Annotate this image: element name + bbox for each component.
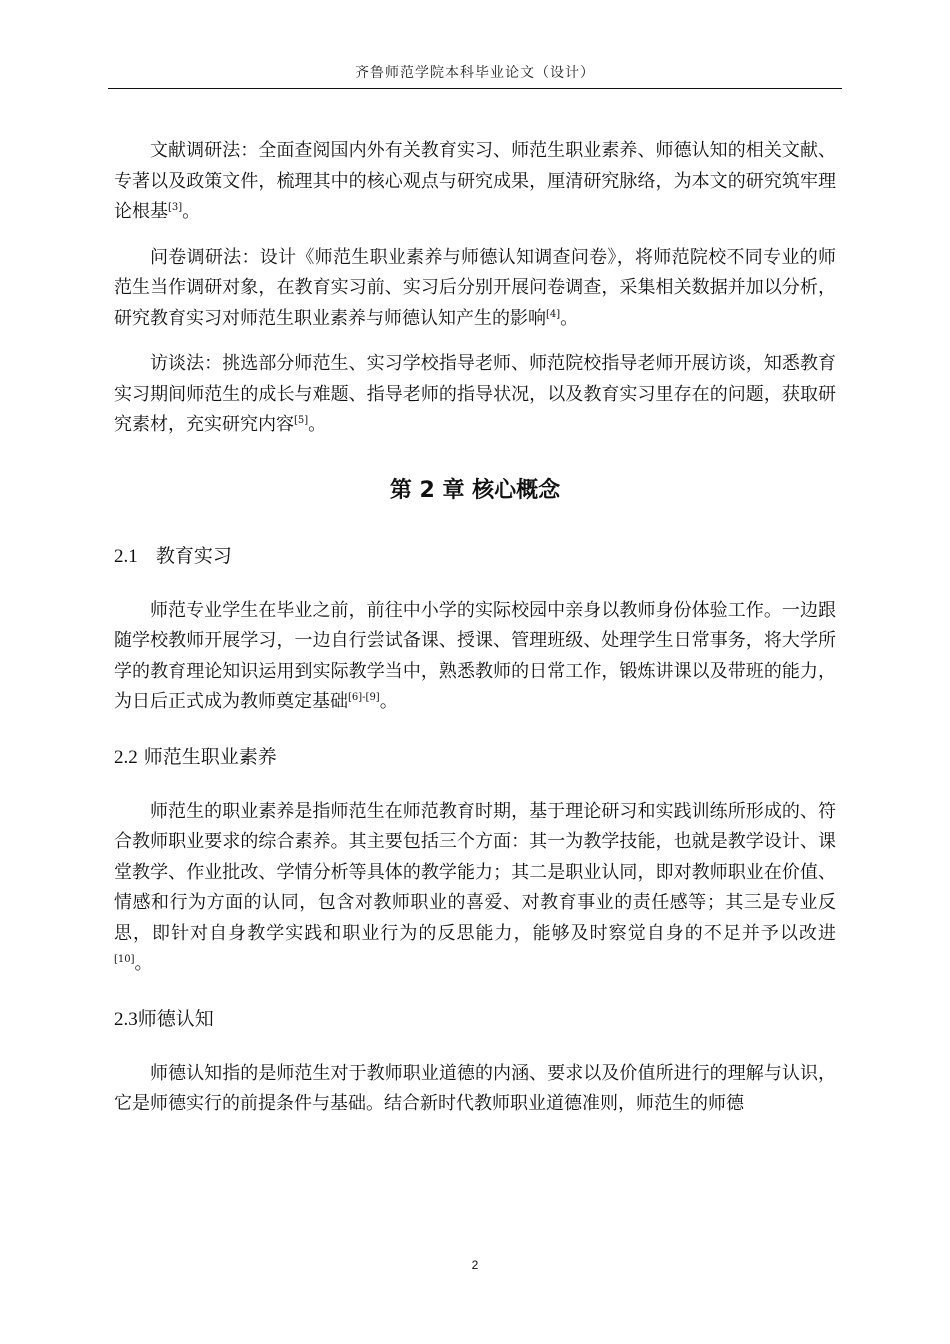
- paragraph-text: 问卷调研法：设计《师范生职业素养与师德认知调查问卷》，将师范院校不同专业的师范生当作调研对象，在教育实习前、实习后分别开展问卷调查，采集相关数据并加以分析，研究教育实习对师范生职业素养与师德认知产生的影响: [114, 246, 836, 329]
- paragraph-education-internship: [114, 596, 836, 718]
- running-header: 齐鲁师范学院本科毕业论文（设计）: [355, 65, 595, 81]
- paragraph-questionnaire-method: [114, 243, 836, 335]
- paragraph-text: 师德认知指的是师范生对于教师职业道德的内涵、要求以及价值所进行的理解与认识，它是师德实行的前提条件与基础。结合新时代教师职业道德准则，师范生的师德: [114, 1062, 836, 1114]
- paragraph-literature-method: [114, 136, 836, 228]
- paragraph-text: 访谈法：挑选部分师范生、实习学校指导老师、师范院校指导老师开展访谈，知悉教育实习期间师范生的成长与难题、指导老师的指导状况，以及教育实习里存在的问题，获取研究素材，充实研究内容: [114, 353, 836, 435]
- paragraph-end: 。: [379, 691, 398, 712]
- paragraph-end: 。: [182, 201, 201, 222]
- citation: [4]: [546, 308, 561, 320]
- citation: [10]: [114, 954, 135, 965]
- citation: [3]: [168, 202, 183, 213]
- page-body: [114, 136, 836, 1120]
- section-number: 2.2: [114, 746, 138, 768]
- section-heading-2-3: [114, 1004, 836, 1035]
- paragraph-end: 。: [308, 414, 327, 435]
- section-heading-2-2: [114, 742, 836, 773]
- paragraph-text: 文献调研法：全面查阅国内外有关教育实习、师范生职业素养、师德认知的相关文献、专著以及政策文件，梳理其中的核心观点与研究成果，厘清研究脉络，为本文的研究筑牢理论根基: [114, 140, 836, 222]
- paragraph-ethics-cognition: [114, 1059, 836, 1120]
- citation: [5]: [294, 415, 309, 426]
- citation: [6]-[9]: [348, 692, 380, 703]
- header-rule: [108, 88, 842, 89]
- section-heading-2-1: [114, 541, 836, 572]
- section-number: 2.3: [114, 1008, 138, 1030]
- paragraph-text: 师范生的职业素养是指师范生在师范教育时期，基于理论研习和实践训练所形成的、符合教师职业要求的综合素养。其主要包括三个方面：其一为教学技能，也就是教学设计、课堂教学、作业批改、学情分析等具体的教学能力；其二是职业认同，即对教师职业在价值、情感和行为方面的认同，包含对教师职业的喜爱、对教育事业的责任感等；其三是专业反思，即针对自身教学实践和职业行为的反思能力，能够及时察觉自身的不足并予以改进: [114, 800, 836, 944]
- paragraph-end: 。: [134, 953, 153, 974]
- paragraph-end: 。: [560, 307, 579, 329]
- section-number: 2.1: [114, 545, 138, 567]
- chapter-title: 第 2 章 核心概念: [389, 477, 561, 503]
- paragraph-interview-method: [114, 349, 836, 441]
- section-title: 师德认知: [137, 1007, 214, 1030]
- section-title: 教育实习: [155, 544, 232, 567]
- paragraph-professional-literacy: [114, 797, 836, 980]
- paragraph-text: 师范专业学生在毕业之前，前往中小学的实际校园中亲身以教师身份体验工作。一边跟随学校教师开展学习，一边自行尝试备课、授课、管理班级、处理学生日常事务，将大学所学的教育理论知识运用到实际教学当中，熟悉教师的日常工作，锻炼讲课以及带班的能力，为日后正式成为教师奠定基础: [114, 599, 836, 712]
- page-number: 2: [471, 1258, 479, 1272]
- section-title: 师范生职业素养: [143, 745, 277, 768]
